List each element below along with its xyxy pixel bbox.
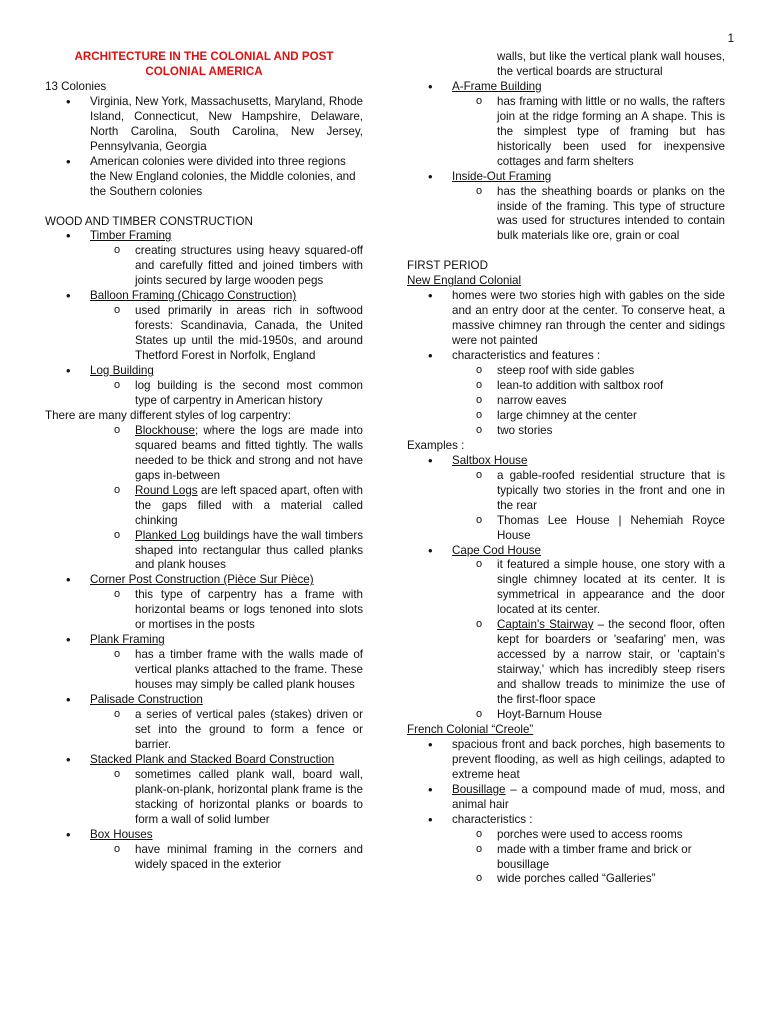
- right-column: [407, 50, 725, 887]
- term-palisade: Palisade Construction: [90, 693, 203, 707]
- sub-list-item: o a gable-roofed residential structure that is typically two stories in the front and one in the rear: [407, 469, 725, 514]
- feature-item: o lean-to addition with saltbox roof: [407, 379, 725, 394]
- term-stacked-plank: Stacked Plank and Stacked Board Construction: [90, 752, 335, 766]
- term-blockhouse: Blockhouse: [135, 423, 195, 437]
- sub-list-item: o has framing with little or no walls, the rafters join at the ridge forming an A shape. This is the simplest type of framing but has historically been used for inexpensive cottages and farm shelters: [407, 95, 725, 170]
- french-colonial-list: [407, 738, 725, 888]
- new-england-heading: New England Colonial: [407, 274, 522, 288]
- log-styles-list: [45, 424, 363, 574]
- list-item: [407, 454, 725, 469]
- captains-stairway-desc: – the second floor, often kept for boarders or 'seafaring' men, was accessed by a narrow stair, or 'captain's stairway,' which has incredibly steep risers and shallow treads to minimize the use of the first-floor space: [497, 618, 725, 707]
- term-bousillage: Bousillage: [452, 782, 506, 796]
- construction-list-2: [45, 573, 363, 872]
- feature-item: o narrow eaves: [407, 394, 725, 409]
- sub-list-item: o a series of vertical pales (stakes) driven or set into the ground to form a fence or barrier.: [45, 708, 363, 753]
- blockhouse-desc: ; where the logs are made into squared beams and fitted tightly. The walls needed to be thick and strong and not have gaps in-between: [135, 423, 363, 482]
- list-item: [407, 783, 725, 813]
- feature-item: o porches were used to access rooms: [407, 828, 725, 843]
- colonies-list-item: • Virginia, New York, Massachusetts, Maryland, Rhode Island, Connecticut, New Hampshire, Delaware, North Carolina, South Carolina, New Jersey, Pennsylvania, Georgia: [45, 95, 363, 155]
- term-corner-post: Corner Post Construction (Pièce Sur Pièce): [90, 573, 314, 587]
- sub-list-item: o sometimes called plank wall, board wall, plank-on-plank, horizontal plank frame is the stacking of horizontal planks or boards to form a wall of solid lumber: [45, 768, 363, 828]
- sub-list-item: o log building is the second most common type of carpentry in American history: [45, 379, 363, 409]
- colonies-heading: 13 Colonies: [45, 79, 107, 93]
- feature-item: o steep roof with side gables: [407, 364, 725, 379]
- examples-list: [407, 454, 725, 723]
- list-item: [45, 364, 363, 379]
- document-title-line-1: ARCHITECTURE IN THE COLONIAL AND POST: [74, 50, 334, 63]
- sub-list-item: o has the sheathing boards or planks on the inside of the framing. This type of structure was used for structures intended to contain bulk materials like ore, grain or coal: [407, 185, 725, 245]
- sub-list-item: o Thomas Lee House | Nehemiah Royce House: [407, 514, 725, 544]
- list-item: [407, 80, 725, 95]
- examples-label: Examples :: [407, 438, 465, 452]
- list-item: • characteristics :: [407, 813, 725, 828]
- french-colonial-heading: French Colonial “Creole”: [407, 722, 534, 736]
- term-box-houses: Box Houses: [90, 827, 153, 841]
- term-a-frame: A-Frame Building: [452, 79, 542, 93]
- colonies-list: [45, 95, 363, 200]
- term-timber-framing: Timber Framing: [90, 229, 172, 243]
- page-number: 1: [727, 33, 734, 45]
- sub-list-item: o creating structures using heavy squared-off and carefully fitted and joined timbers with joints secured by large wooden pegs: [45, 244, 363, 289]
- sub-list-item: [45, 484, 363, 529]
- term-log-building: Log Building: [90, 364, 154, 378]
- log-styles-intro: There are many different styles of log carpentry:: [45, 408, 291, 422]
- term-saltbox: Saltbox House: [452, 453, 528, 467]
- term-round-logs: Round Logs: [135, 483, 198, 497]
- list-item: [407, 170, 725, 185]
- box-houses-continued: walls, but like the vertical plank wall houses, the vertical boards are structural: [497, 50, 725, 78]
- sub-list-item: [407, 618, 725, 708]
- list-item: [45, 573, 363, 588]
- document-title-line-2: COLONIAL AMERICA: [145, 64, 263, 78]
- term-captains-stairway: Captain's Stairway: [497, 618, 594, 632]
- term-inside-out: Inside-Out Framing: [452, 169, 552, 183]
- list-item: • characteristics and features :: [407, 349, 725, 364]
- colonies-list-item: • American colonies were divided into three regions the New England colonies, the Middle colonies, and the Southern colonies: [45, 155, 363, 200]
- term-cape-cod: Cape Cod House: [452, 543, 541, 557]
- sub-list-item: o Hoyt-Barnum House: [407, 708, 725, 723]
- planked-log-desc: buildings have the wall timbers shaped into rectangular thus called planks and plank houses: [135, 528, 363, 572]
- first-period-heading: FIRST PERIOD: [407, 259, 488, 273]
- term-plank-framing: Plank Framing: [90, 633, 165, 647]
- list-item: [407, 544, 725, 559]
- wood-timber-heading: WOOD AND TIMBER CONSTRUCTION: [45, 214, 253, 228]
- sub-list-item: [45, 529, 363, 574]
- list-item: [45, 289, 363, 304]
- list-item: [45, 753, 363, 768]
- term-planked-log: Planked Log: [135, 528, 200, 542]
- left-column: [45, 50, 363, 872]
- feature-item: o made with a timber frame and brick or bousillage: [407, 843, 725, 873]
- list-item: • homes were two stories high with gables on the side and an entry door at the center. To conserve heat, a massive chimney ran through the center and sidings were not painted: [407, 289, 725, 349]
- list-item: • spacious front and back porches, high basements to prevent flooding, as well as high ceilings, adapted to extreme heat: [407, 738, 725, 783]
- sub-list-item: o used primarily in areas rich in softwood forests: Scandinavia, Canada, the United States up until the mid-1950s, and around Thetford Forest in Norfolk, England: [45, 304, 363, 364]
- feature-item: o two stories: [407, 424, 725, 439]
- sub-list-item: [45, 424, 363, 484]
- list-item: [45, 828, 363, 843]
- sub-list-item: o it featured a simple house, one story with a single chimney located at its center. It is symmetrical in appearance and the door located at its center.: [407, 558, 725, 618]
- bousillage-desc: – a compound made of mud, moss, and animal hair: [452, 782, 725, 811]
- list-item: [45, 229, 363, 244]
- sub-list-item: o has a timber frame with the walls made of vertical planks attached to the frame. These houses may simply be called plank houses: [45, 648, 363, 693]
- feature-item: o large chimney at the center: [407, 409, 725, 424]
- new-england-list: [407, 289, 725, 439]
- feature-item: o wide porches called “Galleries”: [407, 872, 725, 887]
- list-item: [45, 633, 363, 648]
- term-balloon-framing: Balloon Framing (Chicago Construction): [90, 289, 297, 303]
- sub-list-item: o have minimal framing in the corners and widely spaced in the exterior: [45, 843, 363, 873]
- construction-list: [45, 229, 363, 408]
- list-item: [45, 693, 363, 708]
- sub-list-item: o this type of carpentry has a frame with horizontal beams or logs tenoned into slots or mortises in the posts: [45, 588, 363, 633]
- round-logs-desc: are left spaced apart, often with the gaps filled with a material called chinking: [135, 483, 363, 527]
- framing-list: [407, 80, 725, 244]
